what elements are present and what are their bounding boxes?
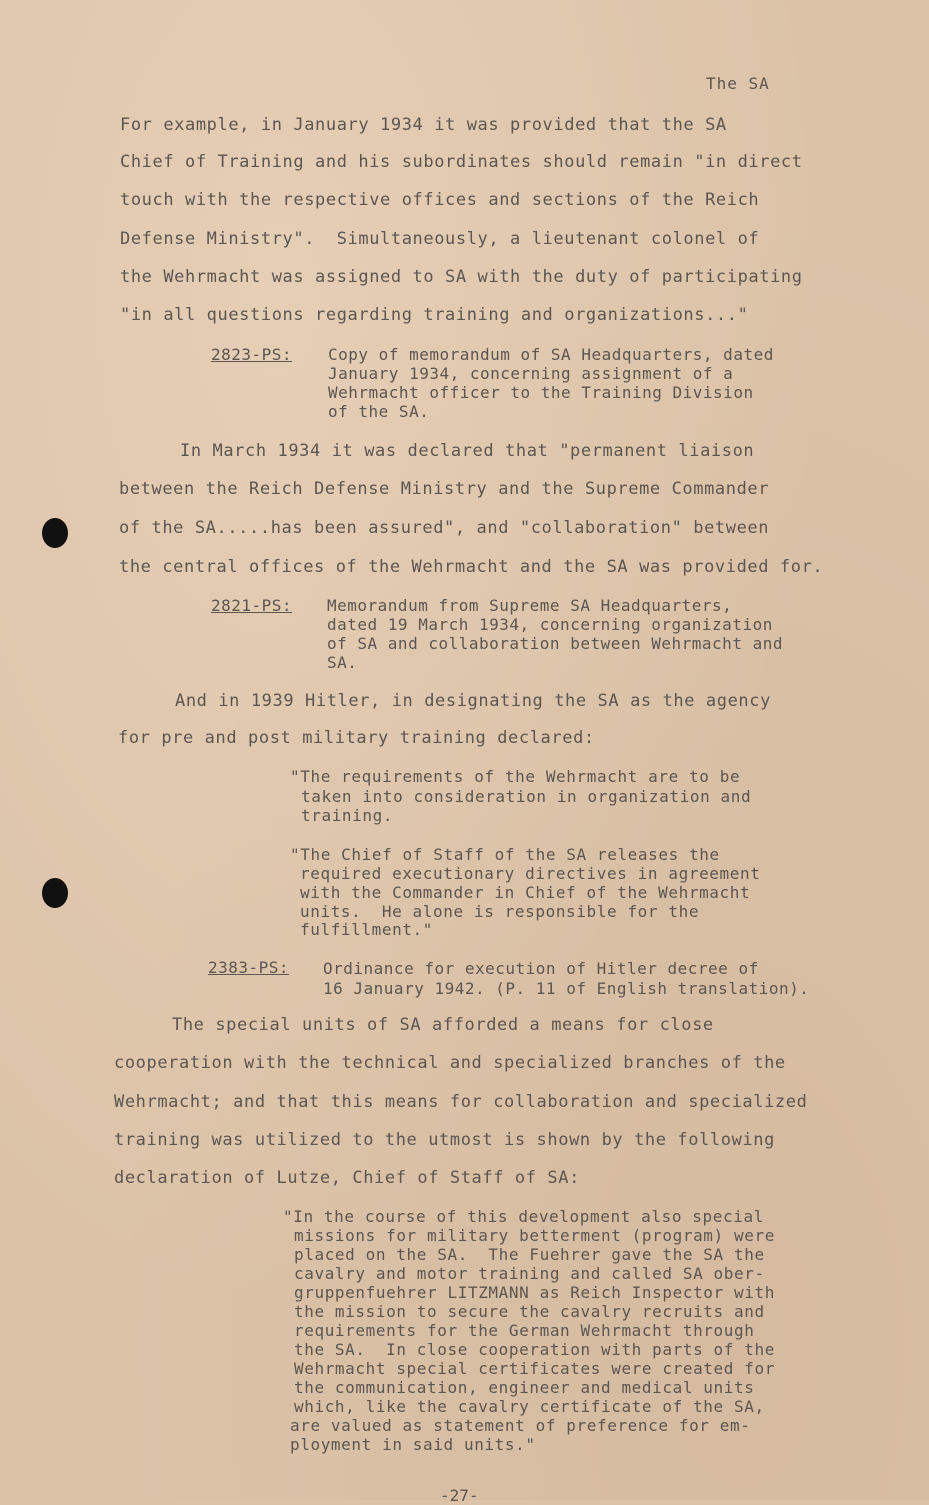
text-line: the central offices of the Wehrmacht and the SA was provided for.: [119, 557, 824, 577]
quote-text: the mission to secure the cavalry recruits and: [294, 1302, 765, 1321]
page-number: -27-: [440, 1486, 479, 1505]
quote-text: gruppenfuehrer LITZMANN as Reich Inspector with: [294, 1283, 775, 1302]
text-line: The special units of SA afforded a means for close: [172, 1015, 714, 1035]
quote-text: Wehrmacht special certificates were created for: [294, 1359, 775, 1378]
text-line: Chief of Training and his subordinates should remain "in direct: [120, 152, 803, 172]
quote-text: ployment in said units.": [290, 1435, 536, 1454]
text-line: Defense Ministry". Simultaneously, a lieutenant colonel of: [120, 229, 760, 249]
text-line: for pre and post military training declared:: [118, 728, 595, 748]
text-line: And in 1939 Hitler, in designating the SA as the agency: [175, 691, 771, 711]
citation-text: SA.: [327, 653, 358, 672]
quote-text: are valued as statement of preference for em-: [290, 1416, 751, 1435]
quote-text: units. He alone is responsible for the: [300, 902, 700, 921]
citation-text: Ordinance for execution of Hitler decree of: [323, 959, 759, 978]
punch-hole: [42, 518, 68, 548]
citation-text: dated 19 March 1934, concerning organization: [327, 615, 773, 634]
text-line: training was utilized to the utmost is shown by the following: [114, 1130, 775, 1150]
quote-text: fulfillment.": [300, 920, 434, 939]
citation-text: 16 January 1942. (P. 11 of English translation).: [323, 979, 810, 998]
quote-text: required executionary directives in agreement: [300, 864, 761, 883]
quote-text: cavalry and motor training and called SA ober-: [294, 1264, 765, 1283]
citation-text: Wehrmacht officer to the Training Division: [328, 383, 754, 402]
quote-text: training.: [301, 806, 394, 825]
text-line: "in all questions regarding training and organizations...": [120, 305, 749, 325]
text-line: between the Reich Defense Ministry and the Supreme Commander: [119, 479, 770, 499]
quote-text: "The requirements of the Wehrmacht are to be: [290, 767, 741, 786]
text-line: cooperation with the technical and specialized branches of the: [114, 1053, 786, 1073]
text-line: the Wehrmacht was assigned to SA with the duty of participating: [120, 267, 803, 287]
text-line: of the SA.....has been assured", and "collaboration" between: [119, 518, 770, 538]
text-line: For example, in January 1934 it was provided that the SA: [120, 115, 727, 135]
text-line: declaration of Lutze, Chief of Staff of SA:: [114, 1168, 580, 1188]
punch-hole: [42, 878, 68, 908]
citation-label: 2383-PS:: [208, 958, 290, 977]
citation-label: 2821-PS:: [211, 596, 293, 615]
citation-text: Memorandum from Supreme SA Headquarters,: [327, 596, 733, 615]
quote-text: the SA. In close cooperation with parts of the: [294, 1340, 775, 1359]
quote-text: with the Commander in Chief of the Wehrmacht: [300, 883, 751, 902]
text-line: Wehrmacht; and that this means for collaboration and specialized: [114, 1092, 808, 1112]
citation-text: Copy of memorandum of SA Headquarters, dated: [328, 345, 774, 364]
text-line: In March 1934 it was declared that "permanent liaison: [180, 441, 755, 461]
quote-text: the communication, engineer and medical units: [294, 1378, 755, 1397]
quote-text: placed on the SA. The Fuehrer gave the SA the: [294, 1245, 765, 1264]
text-line: touch with the respective offices and sections of the Reich: [120, 190, 760, 210]
quote-text: requirements for the German Wehrmacht through: [294, 1321, 755, 1340]
citation-label: 2823-PS:: [211, 345, 293, 364]
citation-text: January 1934, concerning assignment of a: [328, 364, 734, 383]
quote-text: taken into consideration in organization and: [301, 787, 752, 806]
quote-text: "In the course of this development also special: [283, 1207, 764, 1226]
citation-text: of the SA.: [328, 402, 430, 421]
page-header: The SA: [706, 74, 770, 93]
quote-text: which, like the cavalry certificate of the SA,: [294, 1397, 765, 1416]
quote-text: missions for military betterment (program) were: [294, 1226, 775, 1245]
citation-text: of SA and collaboration between Wehrmacht and: [327, 634, 783, 653]
quote-text: "The Chief of Staff of the SA releases the: [290, 845, 720, 864]
